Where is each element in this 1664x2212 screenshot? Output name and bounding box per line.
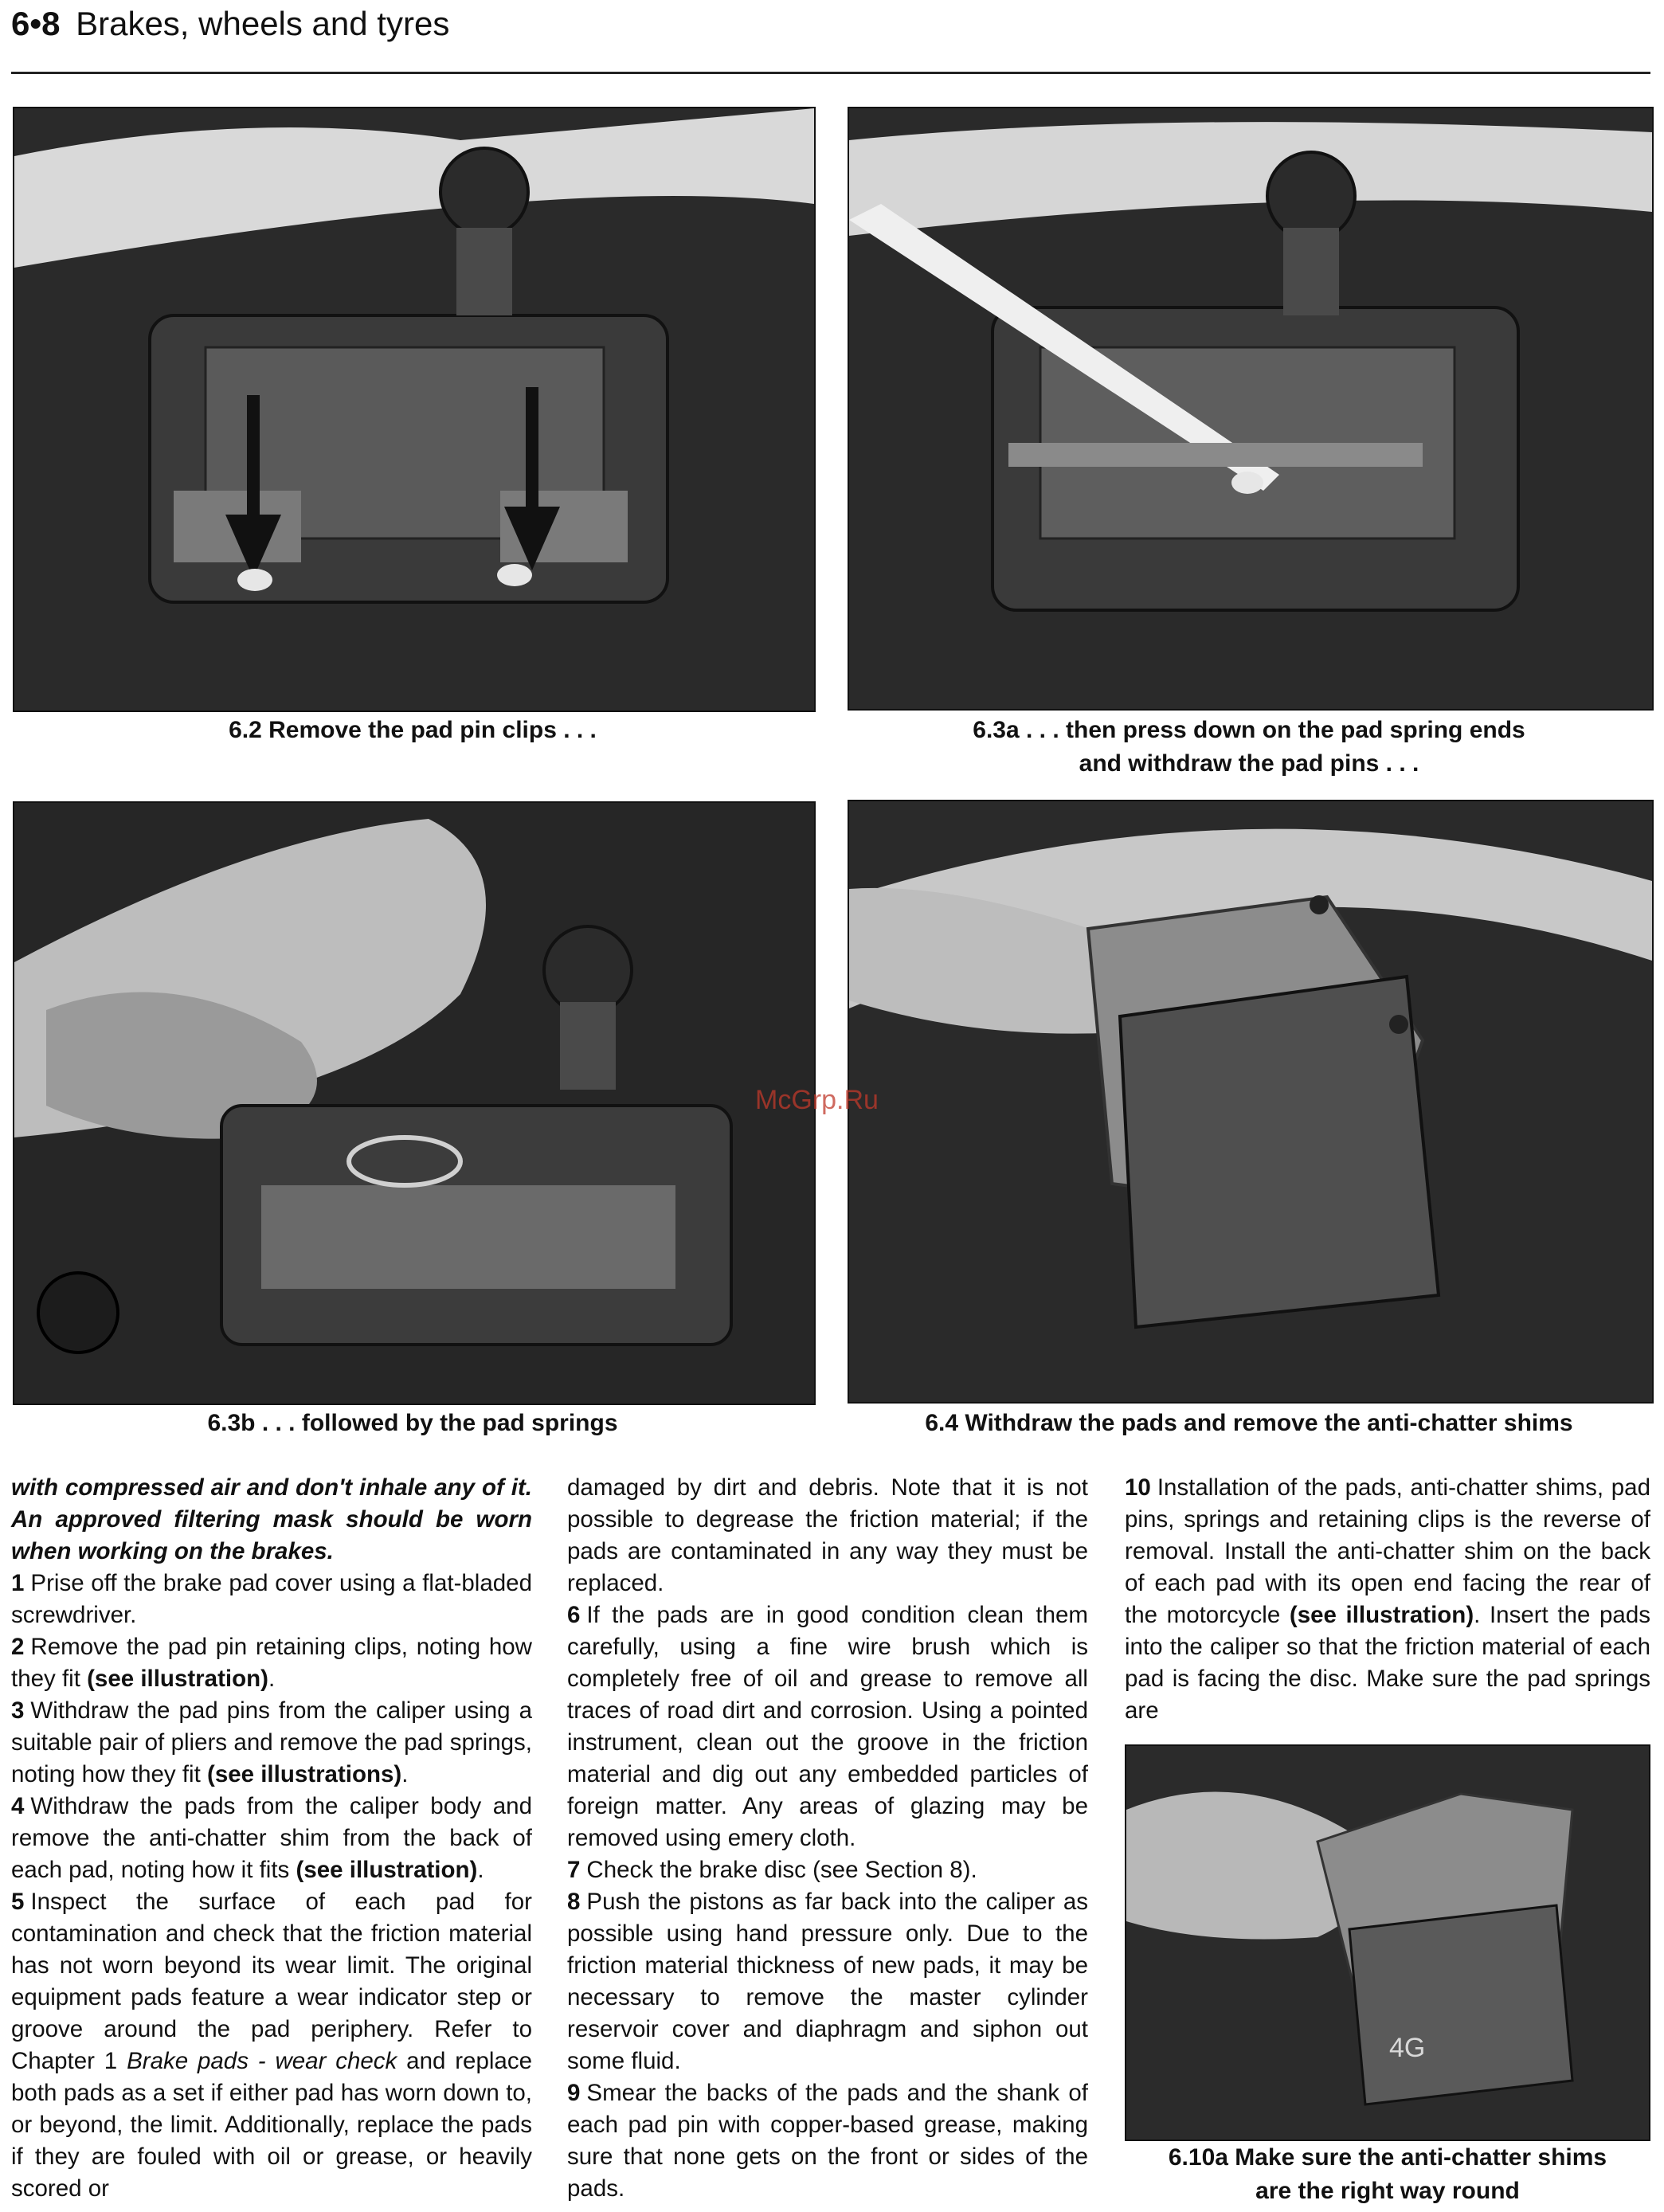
caption-6-10a: 6.10a Make sure the anti-chatter shims are the right way round [1168, 2144, 1607, 2204]
text-column-2 [567, 1472, 1088, 2205]
photo-6-3a [848, 107, 1654, 711]
warning-text: with compressed air and don't inhale any of it. An approved filtering mask should be worn when working on the brakes. [11, 1474, 532, 1564]
header-rule [11, 72, 1650, 74]
step-1: 1 Prise off the brake pad cover using a flat-bladed screwdriver. [11, 1570, 532, 1628]
step-9: 9 Smear the backs of the pads and the shank of each pad pin with copper-based grease, making sure that none gets on the front or sides of the pads. [567, 2080, 1088, 2202]
watermark: McGrp.Ru [755, 1085, 879, 1115]
chapter-title: Brakes, wheels and tyres [76, 5, 450, 42]
step-6: 6 If the pads are in good condition clean them carefully, using a fine wire brush which is completely free of oil and grease to remove all traces of road dirt and corrosion. Using a pointed instrument, clean out the groove in the friction material and dig out any embedded particles of foreign matter. Any areas of glazing may be removed using emery cloth. [567, 1602, 1088, 1851]
photo-6-4 [848, 800, 1654, 1404]
text-column-1 [11, 1472, 532, 2205]
step-2: 2 Remove the pad pin retaining clips, noting how they fit (see illustration). [11, 1634, 532, 1692]
caption-6-4: 6.4 Withdraw the pads and remove the anti-chatter shims [925, 1410, 1573, 1436]
caption-6-2: 6.2 Remove the pad pin clips . . . [229, 717, 597, 743]
page-header [11, 5, 449, 43]
step-5-continued: damaged by dirt and debris. Note that it is not possible to degrease the friction material; if the pads are contaminated in any way they must be replaced. [567, 1474, 1088, 1596]
step-8: 8 Push the pistons as far back into the caliper as possible using hand pressure only. Due to the friction material thickness of new pads, it may be necessary to remove the master cylinder reservoir cover and diaphragm and siphon out some fluid. [567, 1889, 1088, 2074]
photo-6-3b [13, 801, 816, 1405]
caption-6-3a: 6.3a . . . then press down on the pad spring ends and withdraw the pad pins . . . [973, 717, 1525, 777]
step-7: 7 Check the brake disc (see Section 8). [567, 1857, 977, 1883]
shim-mark-label: 4G [1389, 2033, 1426, 2063]
photo-6-10a [1125, 1744, 1650, 2141]
photo-6-2 [13, 107, 816, 712]
text-column-3 [1125, 1472, 1650, 1727]
caption-6-3b: 6.3b . . . followed by the pad springs [207, 1410, 618, 1436]
step-4: 4 Withdraw the pads from the caliper body and remove the anti-chatter shim from the back of each pad, noting how it fits (see illustration). [11, 1793, 532, 1883]
step-3: 3 Withdraw the pad pins from the caliper using a suitable pair of pliers and remove the pad springs, noting how they fit (see illustrations). [11, 1697, 532, 1787]
step-10: 10 Installation of the pads, anti-chatter shims, pad pins, springs and retaining clips is the reverse of removal. Install the anti-chatter shim on the back of each pad with its open end facing the rear of the motorcycle (see illustration). Insert the pads into the caliper so that the friction material of each pad is facing the disc. Make sure the pad springs are [1125, 1474, 1650, 1724]
step-5: 5 Inspect the surface of each pad for contamination and check that the friction material has not worn beyond its wear limit. The original equipment pads feature a wear indicator step or groove around the pad periphery. Refer to Chapter 1 Brake pads - wear check and replace both pads as a set if either pad has worn down to, or beyond, the limit. Additionally, replace the pads if they are fouled with oil or grease, or heavily scored or [11, 1889, 532, 2202]
page-number: 6•8 [11, 5, 61, 42]
